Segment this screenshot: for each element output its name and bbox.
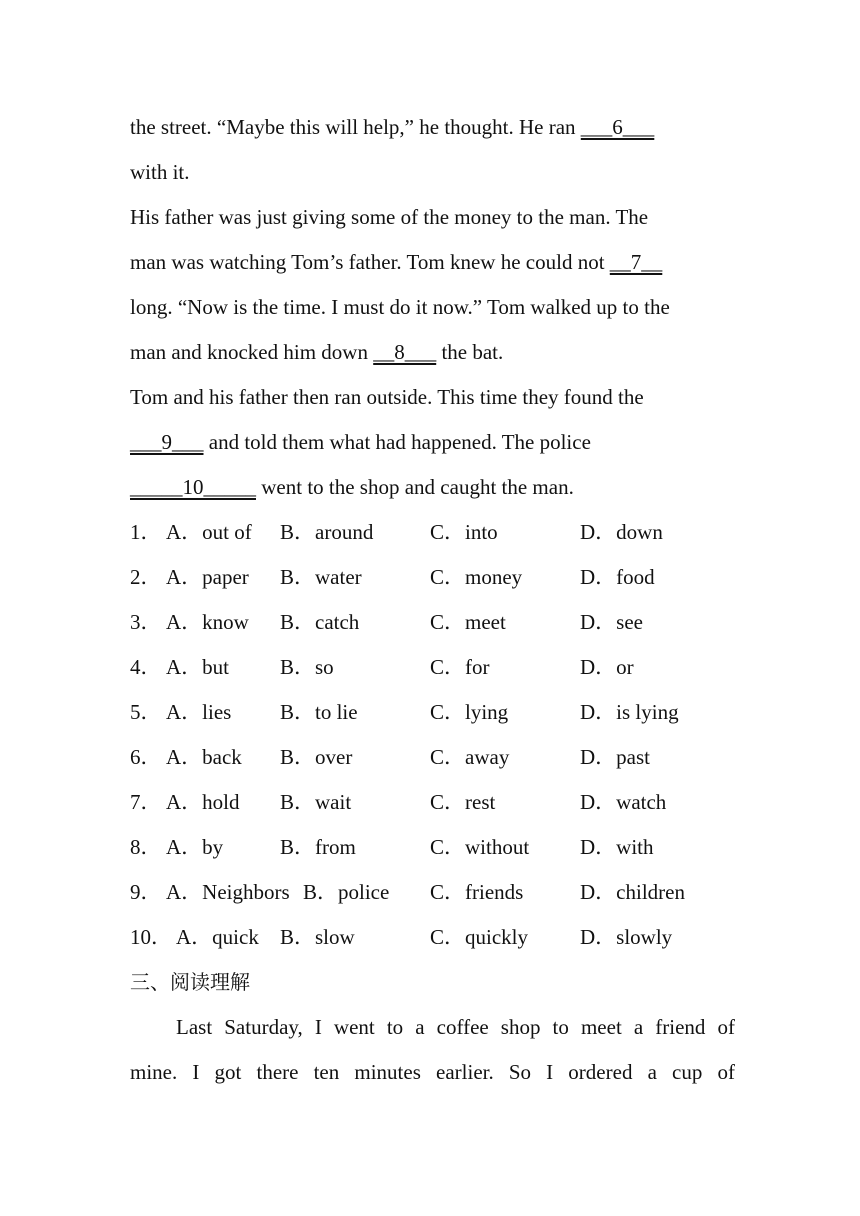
option-a: A．hold: [166, 790, 240, 814]
passage-text: long. “Now is the time. I must do it now.” Tom walked up to the: [130, 295, 670, 319]
passage-line: [130, 330, 735, 375]
option-row: [130, 555, 735, 600]
option-c: C．into: [430, 520, 498, 544]
passage-text: man and knocked him down: [130, 340, 374, 364]
option-a: A．back: [166, 745, 242, 769]
blank-8: __8___: [373, 340, 437, 364]
passage-line: [130, 150, 735, 195]
passage-text: man was watching Tom’s father. Tom knew he could not: [130, 250, 610, 274]
option-c: C．for: [430, 655, 490, 679]
question-number: 2．: [130, 565, 162, 589]
option-d: D．slowly: [580, 925, 673, 949]
option-c: C．friends: [430, 880, 524, 904]
option-c: C．lying: [430, 700, 509, 724]
question-number: 8．: [130, 835, 162, 859]
option-row: [130, 735, 735, 780]
option-c: C．rest: [430, 790, 496, 814]
passage-line: [130, 285, 735, 330]
reading-paragraph-line: Last Saturday, I went to a coffee shop to meet a friend of: [176, 1015, 735, 1039]
option-row: [130, 870, 735, 915]
option-d: D．food: [580, 565, 655, 589]
option-d: D．is lying: [580, 700, 679, 724]
option-d: D．down: [580, 520, 663, 544]
passage-text: and told them what had happened. The police: [203, 430, 591, 454]
option-b: B．police: [303, 880, 390, 904]
question-number: 4．: [130, 655, 162, 679]
passage-text: with it.: [130, 160, 190, 184]
option-a: A．paper: [166, 565, 249, 589]
question-number: 10．: [130, 925, 172, 949]
option-b: B．wait: [280, 790, 352, 814]
option-d: D．watch: [580, 790, 667, 814]
option-d: D．or: [580, 655, 634, 679]
passage-text: went to the shop and caught the man.: [256, 475, 574, 499]
option-b: B．to lie: [280, 700, 358, 724]
option-row: [130, 690, 735, 735]
question-number: 5．: [130, 700, 162, 724]
option-a: A．lies: [166, 700, 232, 724]
option-a: A．Neighbors: [166, 880, 290, 904]
section-heading: 三、阅读理解: [130, 970, 250, 994]
option-d: D．children: [580, 880, 685, 904]
question-number: 1．: [130, 520, 162, 544]
blank-10: _____10_____: [130, 475, 256, 499]
question-number: 7．: [130, 790, 162, 814]
option-c: C．without: [430, 835, 530, 859]
passage-line: [130, 465, 735, 510]
option-c: C．quickly: [430, 925, 528, 949]
passage-line: [130, 195, 735, 240]
option-b: B．around: [280, 520, 374, 544]
option-c: C．money: [430, 565, 523, 589]
option-a: A．know: [166, 610, 249, 634]
reading-paragraph-line: mine. I got there ten minutes earlier. So I ordered a cup of: [130, 1060, 735, 1084]
passage-text: Tom and his father then ran outside. This time they found the: [130, 385, 644, 409]
option-d: D．past: [580, 745, 650, 769]
option-b: B．over: [280, 745, 353, 769]
passage-text: the bat.: [436, 340, 504, 364]
passage-line: [130, 375, 735, 420]
blank-6: ___6___: [580, 115, 655, 139]
passage-text: His father was just giving some of the money to the man. The: [130, 205, 649, 229]
option-c: C．away: [430, 745, 510, 769]
option-b: B．water: [280, 565, 362, 589]
option-b: B．from: [280, 835, 356, 859]
question-number: 6．: [130, 745, 162, 769]
option-c: C．meet: [430, 610, 506, 634]
option-a: A．but: [166, 655, 229, 679]
option-a: A．out of: [166, 520, 252, 544]
passage-line: [130, 420, 735, 465]
option-a: A．quick: [176, 925, 259, 949]
question-number: 9．: [130, 880, 162, 904]
option-d: D．with: [580, 835, 654, 859]
blank-7: __7__: [609, 250, 663, 274]
option-row: [130, 600, 735, 645]
option-b: B．catch: [280, 610, 360, 634]
option-row: [130, 780, 735, 825]
option-row: [130, 510, 735, 555]
passage-line: [130, 105, 735, 150]
option-b: B．slow: [280, 925, 355, 949]
passage-text: the street. “Maybe this will help,” he thought. He ran: [130, 115, 581, 139]
option-row: [130, 825, 735, 870]
passage-line: [130, 240, 735, 285]
question-number: 3．: [130, 610, 162, 634]
option-row: [130, 645, 735, 690]
option-d: D．see: [580, 610, 643, 634]
option-b: B．so: [280, 655, 334, 679]
option-row: [130, 915, 735, 960]
option-a: A．by: [166, 835, 224, 859]
document-page: [130, 105, 735, 1095]
blank-9: ___9___: [130, 430, 204, 454]
options-list: [130, 510, 735, 960]
